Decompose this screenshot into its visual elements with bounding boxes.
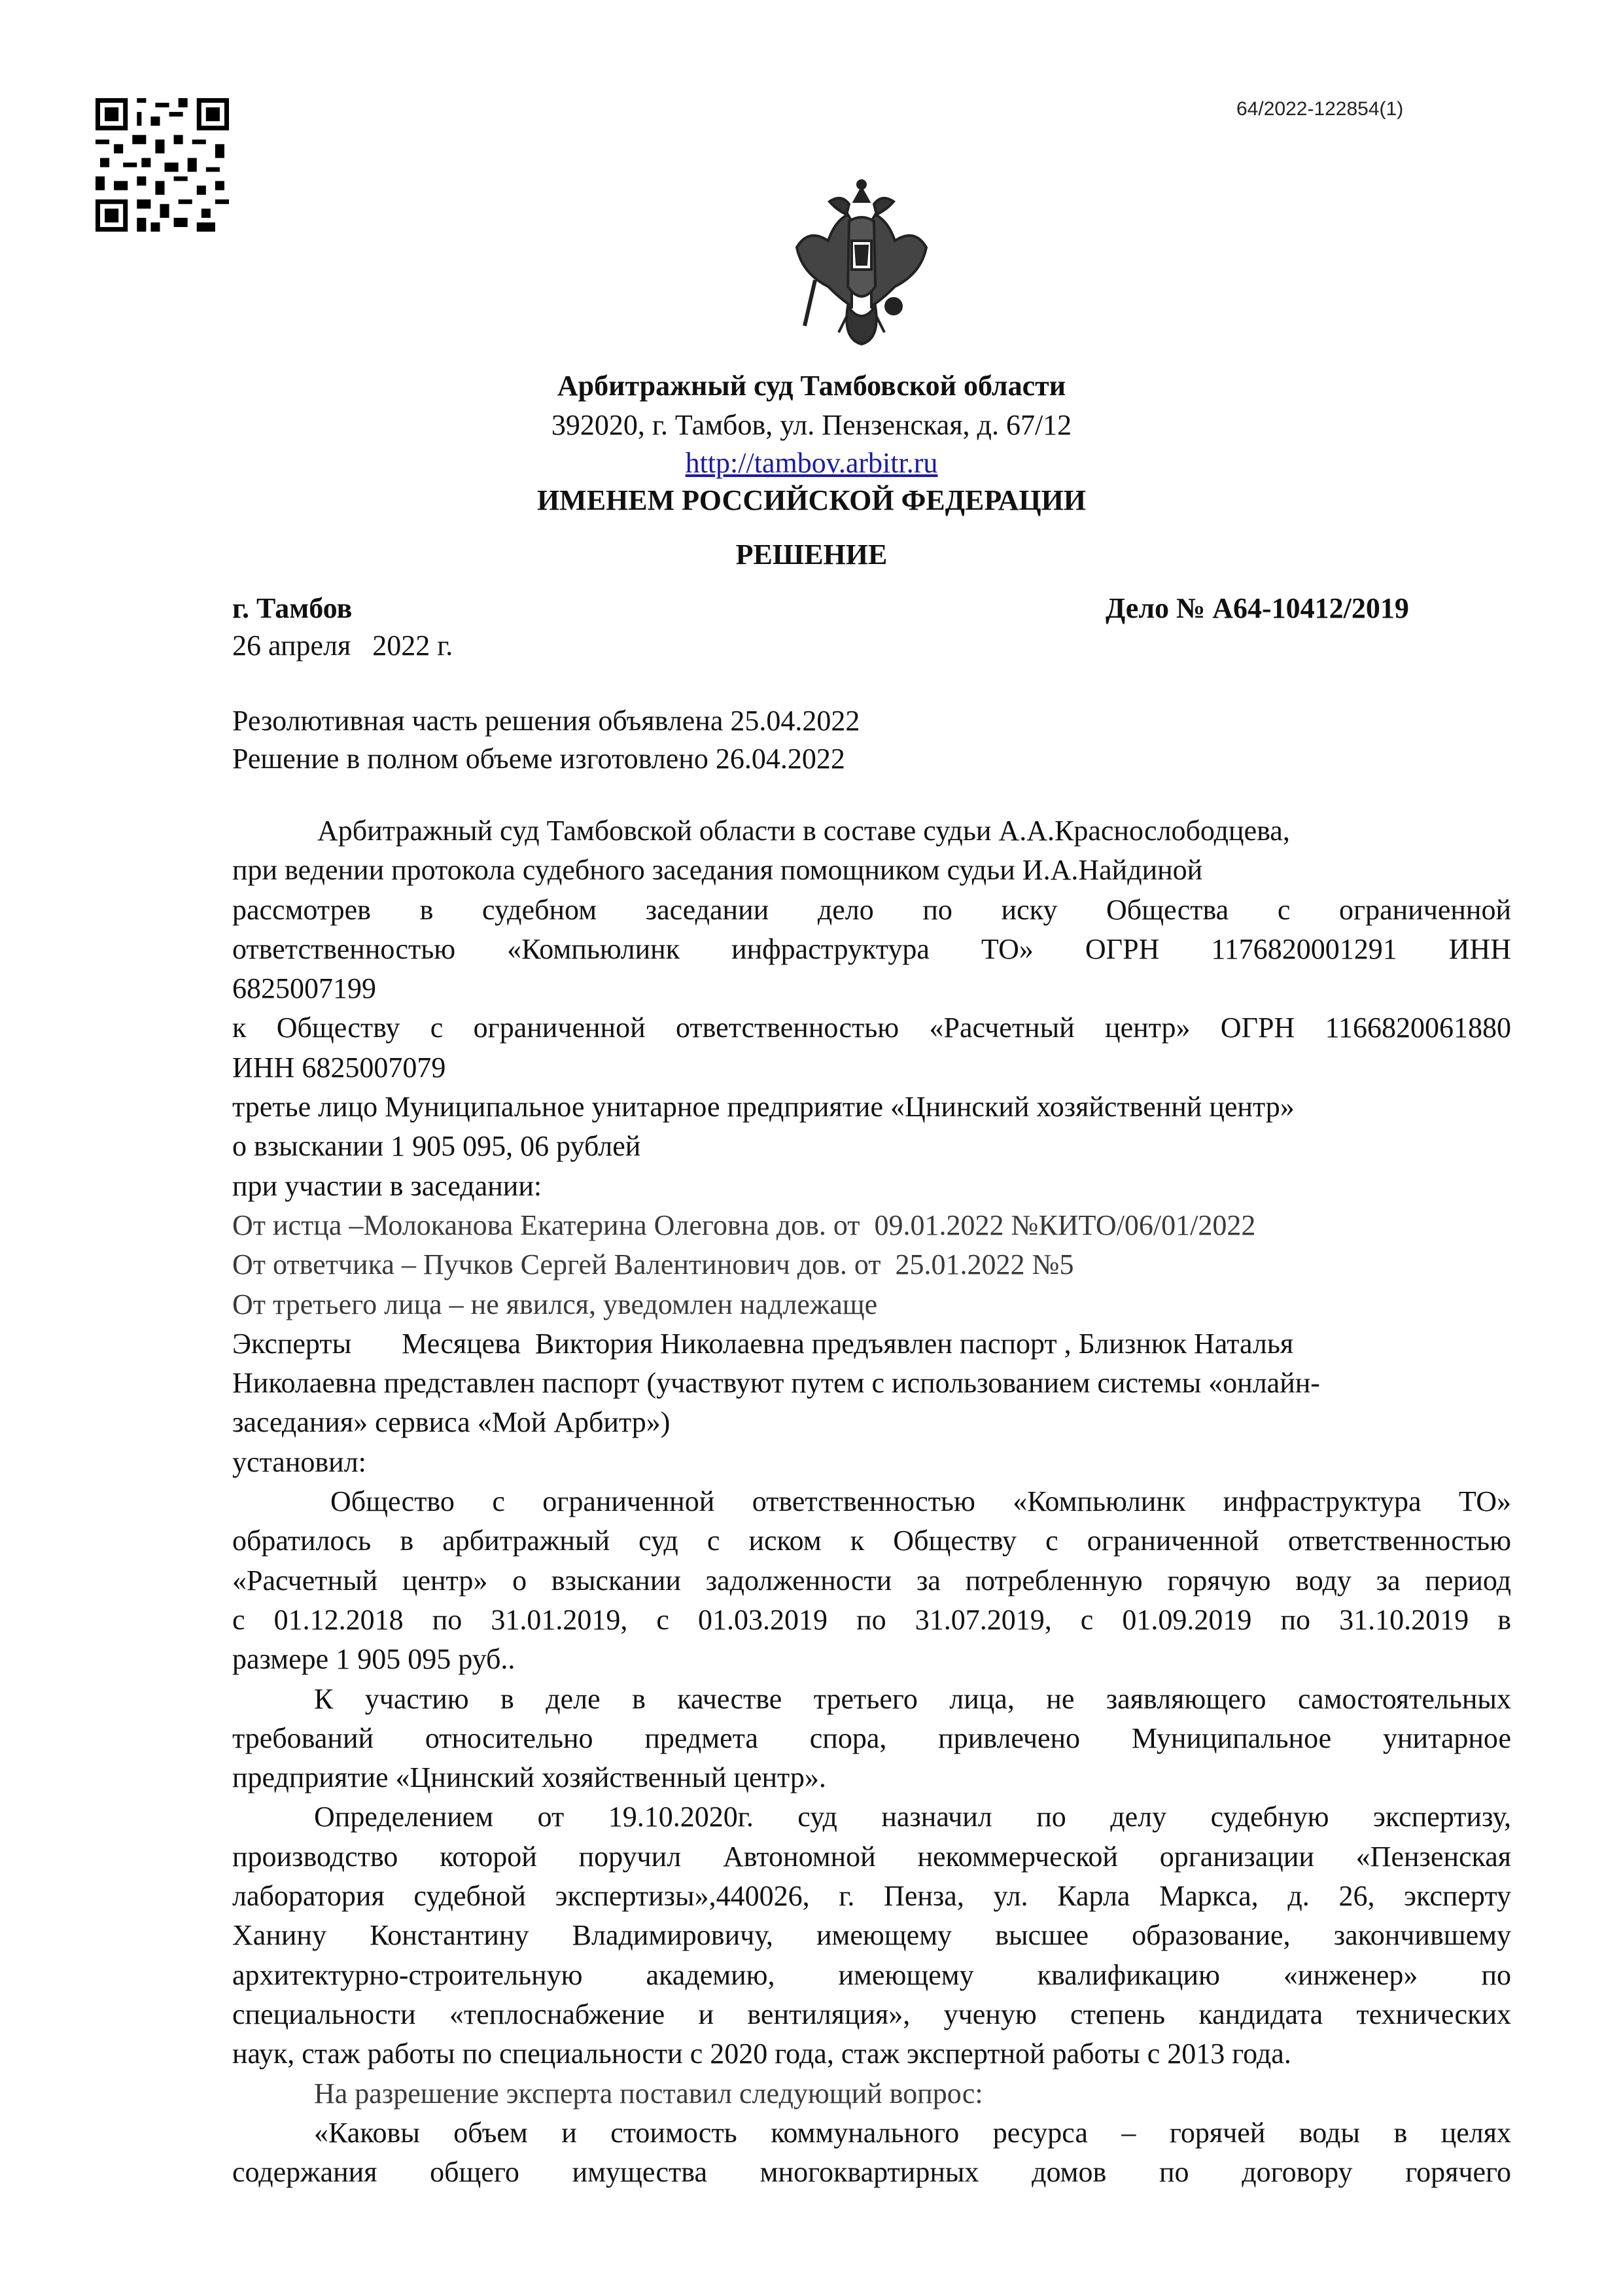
text-line: ИНН 6825007079 (232, 1051, 446, 1084)
text-line: заседания» сервиса «Мой Арбитр») (232, 1406, 671, 1439)
text-line: установил: (232, 1445, 366, 1478)
text-line: лаборатория судебной экспертизы»,440026, г. Пенза, ул. Карла Маркса, д. 26, эксперту (232, 1880, 1511, 1913)
text-line: От ответчика – Пучков Сергей Валентинович дов. от 25.01.2022 №5 (232, 1248, 1074, 1281)
made-line: Решение в полном объеме изготовлено 26.04.2022 (232, 743, 845, 775)
text-line: К участию в деле в качестве третьего лица, не заявляющего самостоятельных (314, 1682, 1511, 1715)
text-line: рассмотрев в судебном заседании дело по иску Общества с ограниченной (232, 893, 1511, 926)
court-site-row (0, 444, 1623, 483)
text-line: при ведении протокола судебного заседания помощником судьи И.А.Найдиной (232, 854, 1203, 887)
text-line: 6825007199 (232, 972, 376, 1005)
text-line: Николаевна представлен паспорт (участвуют путем с использованием системы «онлайн- (232, 1367, 1320, 1400)
text-line: На разрешение эксперта поставил следующий вопрос: (314, 2077, 983, 2110)
text-line: Эксперты Месяцева Виктория Николаевна предъявлен паспорт , Близнюк Наталья (232, 1327, 1294, 1360)
text-line: производство которой поручил Автономной некоммерческой организации «Пензенская (232, 1840, 1511, 1873)
city: г. Тамбов (232, 592, 353, 624)
text-line: размере 1 905 095 руб.. (232, 1643, 515, 1676)
text-line: специальности «теплоснабжение и вентиляция», ученую степень кандидата технических (232, 1998, 1511, 2030)
text-line: с 01.12.2018 по 31.01.2019, с 01.03.2019 по 31.07.2019, с 01.09.2019 по 31.10.2019 в (232, 1603, 1511, 1636)
coat-of-arms-icon (789, 175, 934, 347)
text-line: к Обществу с ограниченной ответственностью «Расчетный центр» ОГРН 1166820061880 (232, 1012, 1511, 1044)
text-line: Определением от 19.10.2020г. суд назначил по делу судебную экспертизу, (314, 1801, 1511, 1833)
text-line: требований относительно предмета спора, привлечено Муниципальное унитарное (232, 1722, 1511, 1754)
text-line: предприятие «Цнинский хозяйственный центр». (232, 1761, 826, 1794)
text-line: ответственностью «Компьюлинк инфраструктура ТО» ОГРН 1176820001291 ИНН (232, 932, 1511, 965)
text-line: «Каковы объем и стоимость коммунального ресурса – горячей воды в целях (314, 2116, 1511, 2149)
text-line: обратилось в арбитражный суд с иском к Обществу с ограниченной ответственностью (232, 1525, 1511, 1557)
text-line: при участии в заседании: (232, 1169, 542, 1202)
heading-name: ИМЕНЕМ РОССИЙСКОЙ ФЕДЕРАЦИИ (536, 484, 1087, 516)
qr-code-icon (96, 98, 229, 232)
text-line: Общество с ограниченной ответственностью «Компьюлинк инфраструктура ТО» (330, 1485, 1511, 1518)
text-line: От истца –Молоканова Екатерина Олеговна дов. от 09.01.2022 №КИТО/06/01/2022 (232, 1209, 1256, 1241)
text-line: наук, стаж работы по специальности с 2020 года, стаж экспертной работы с 2013 года. (232, 2038, 1291, 2070)
text-line: Ханину Константину Владимировичу, имеющему высшее образование, закончившему (232, 1919, 1511, 1952)
announced-line: Резолютивная часть решения объявлена 25.04.2022 (232, 705, 860, 737)
court-name: Арбитражный суд Тамбовской области (557, 370, 1066, 402)
decision-body (232, 811, 1511, 2192)
text-line: о взыскании 1 905 095, 06 рублей (232, 1130, 641, 1163)
document-id: 64/2022-122854(1) (1236, 98, 1404, 120)
court-site-link[interactable]: http://tambov.arbitr.ru (685, 447, 938, 479)
text-line: содержания общего имущества многоквартирных домов по договору горячего (232, 2156, 1511, 2189)
court-address: 392020, г. Тамбов, ул. Пензенская, д. 67/12 (551, 409, 1072, 441)
text-line: Арбитражный суд Тамбовской области в составе судьи А.А.Краснослободцева, (317, 815, 1290, 847)
text-line: От третьего лица – не явился, уведомлен надлежаще (232, 1288, 878, 1320)
decision-date: 26 апреля 2022 г. (232, 629, 453, 662)
text-line: «Расчетный центр» о взыскании задолженности за потребленную горячую воду за период (232, 1564, 1511, 1597)
heading-title: РЕШЕНИЕ (735, 539, 888, 571)
text-line: архитектурно-строительную академию, имеющему квалификацию «инженер» по (232, 1958, 1511, 1991)
text-line: третье лицо Муниципальное унитарное предприятие «Цнинский хозяйственнй центр» (232, 1091, 1295, 1123)
case-number: Дело № А64-10412/2019 (1106, 592, 1409, 624)
